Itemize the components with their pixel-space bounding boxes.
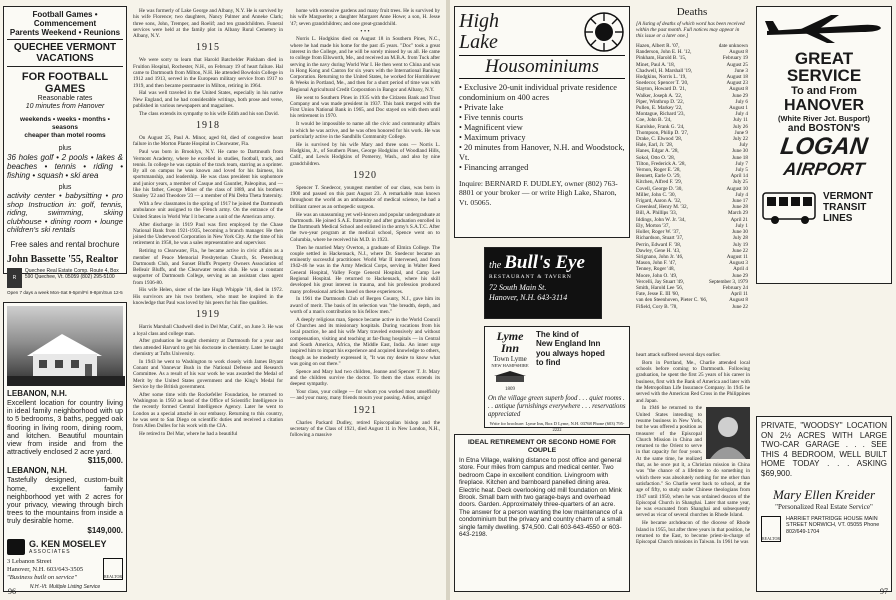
- death-entry-name: Piper, Winthrop D. '22,: [636, 98, 684, 105]
- transit-company-1: VERMONT: [823, 190, 873, 202]
- page-number-left: 96: [8, 587, 16, 596]
- death-entry-name: Minet, Paul A. '18,: [636, 61, 675, 68]
- death-entry-name: Dawley, Gene H. '43,: [636, 247, 681, 254]
- col1-paragraph: Hal was well traveled in the United States, especially in his native New England, and he had considerable writings, both prose and verse, published in various newspapers and magazines.: [133, 90, 283, 110]
- col1-paragraph: His wife Helen, sister of the late Hugh Whipple '18, died in 1972. His survivors are his two brothers, who must be inspired in the knowledge that Paul was loved by his peers for his fine qualities.: [133, 287, 283, 307]
- col1-paragraph: Harris Marshall Chadwell died in Del Mar, Calif., on June 3. He was a loyal class and college man.: [133, 324, 283, 337]
- year-heading-1918: 1918: [196, 120, 220, 132]
- death-entry-date: June 22: [732, 247, 748, 254]
- death-entry-name: Pinkham, Harold B. '15,: [636, 55, 687, 62]
- death-entry-name: Hazen, Albert R. '07,: [636, 43, 680, 49]
- year-heading-1915: 1915: [196, 42, 220, 54]
- death-entry-date: June 29: [732, 272, 748, 279]
- high-lake-feature: • Financing arranged: [459, 163, 529, 172]
- death-entry-name: Pullen, E. Markey '22,: [636, 105, 683, 112]
- dudley-paragraph: heart attack suffered several days earlier.: [636, 352, 721, 358]
- death-entry: [636, 304, 748, 310]
- high-lake-title-3: Housominiums: [459, 55, 625, 79]
- col2-paragraph: Norris L. Hodgkins died on August 18 in Southern Pines, N.C., where he had made his home for the past 45 years. "Doc" took a great interest in the College, and he will be sorely missed by us all. He came to college from Ellsworth, Me., and received an M.B.A. from Tuck after serving in the navy during World War I. He then went to China and was in Hong Kong and Canton for six years with the International Banking Corporation. Returning to the United States, he worked for Hornblower & Weeks in Portland, Me., and then for a short period of time was with Regional Agricultural Credit Corporation in Bangor and Albany, N.Y.: [290, 36, 440, 93]
- death-entry-date: June 30: [732, 148, 748, 155]
- lyme-inn-year: 1809: [505, 387, 515, 392]
- death-entry-date: June 9: [734, 129, 748, 136]
- deaths-section: [636, 6, 748, 344]
- col2-paragraph: He was an unassuming yet well-known and popular undergraduate at Dartmouth. He joined S.A.E. fraternity and after graduation enrolled in the Dartmouth Medical School and enlisted in the army's S.A.T.C. After the two-year program at the medical school, Spence went on to Columbia, where he received his M.D. in 1923.: [290, 211, 440, 243]
- death-entry-name: Bennett, Earle O. '29,: [636, 173, 681, 180]
- death-entry-name: Perrin, Edward F. '38,: [636, 241, 682, 248]
- col1-paragraph: After some time with the Rockefeller Foundation, he returned to Washington in 1950 as head of the Office of Scientific Intelligence in the recently formed Central Intelligence Agency. Later he went to London as a special attaché in our embassy. Returning to this country, he was sent to San Diego on scientific duties and received a citation from Allen Dulles for his work with the CIA.: [133, 391, 283, 430]
- moseley-sub: ASSOCIATES: [29, 548, 71, 555]
- inn-building-icon: [490, 370, 530, 382]
- death-entry-date: July 5: [735, 167, 748, 174]
- year-heading-1921: 1921: [353, 404, 377, 416]
- col1-paragraph: On August 25, Paul A. Minor, aged 84, died of congestive heart failure in the Morton Plante Hospital in Clearwater, Fla.: [133, 135, 283, 148]
- moseley-mls: N.H.-Vt. Multiple Listing Service: [29, 583, 101, 590]
- death-entry-name: Miller, John C. '30,: [636, 191, 676, 198]
- death-entry-date: June 30: [732, 229, 748, 236]
- death-entry-date: date unknown: [718, 43, 748, 49]
- transit-line-1: GREAT: [794, 49, 854, 68]
- col1-paragraph: We were sorry to learn that Harold Batchelder Pinkham died in Fruitlon Hospital, Rochester, N.H., on February 19 of heart failure. Hal came to Dartmouth from Milton, N.H. He attended Bowdoin College in 1912 and 1913, served in the European military service from 1917 to 1919, and then became postmaster in Milton, retiring in 1964.: [133, 57, 283, 89]
- bulls-eye-sub: RESTAURANT & TAVERN: [489, 274, 572, 280]
- death-entry-date: August 25: [726, 61, 748, 68]
- class-notes-column-1: [133, 8, 283, 590]
- ad-subtitle: FOR FOOTBALL GAMES: [21, 71, 109, 95]
- bulls-eye-ad: [484, 247, 602, 319]
- ad-company: John Bassette '55, Realtor: [7, 253, 119, 265]
- col1-paragraph: After discharge in 1919 Paul was first employed by the Chase National Bank from 1921-1935, becoming a branch manager. He then joined the Underwood Corporation in New York City. At the time of his retirement in 1958, he was a sales representative and supervisor.: [133, 221, 283, 247]
- death-entry-date: August 8: [729, 49, 748, 56]
- kreider-real-estate-ad: [756, 416, 892, 592]
- col2-paragraph: In 1961 the Dartmouth Club of Bergen County, N.J., gave him its award of merit. The basis of its selection was "the breadth, depth, and worth of a man's contribution to his fellow men.": [290, 296, 440, 315]
- death-entry-name: Chadwell, H. Marshall '19,: [636, 67, 692, 74]
- lyme-inn-town: Town Lyme: [493, 355, 527, 363]
- realtor-badge: REALTOR: [103, 558, 123, 580]
- death-entry-date: June 18: [732, 154, 748, 161]
- moseley-address-2: Hanover, N.H. 603/643-3505: [7, 565, 84, 573]
- col2-paragraph: Charles Packard Dudley, retired Episcopalian bishop and the secretary of the Class of 1921, died August 11 in New London, N.H., following a massive: [290, 419, 440, 439]
- moseley-logo-icon: [7, 539, 25, 555]
- death-entry-name: Montague, Richard '23,: [636, 111, 685, 118]
- retirement-home-ad: [454, 434, 630, 592]
- death-entry-date: August 3: [729, 260, 748, 267]
- col1-paragraph: With a few classmates in the spring of 1917 he joined the Dartmouth ambulance unit assigned to the French army. On the entrance of the United States in World War I it became a unit of the American army.: [133, 201, 283, 220]
- listing-body-2: Tastefully designed, custom-built home, excellent family neighborhood yet with 2 acres for your privacy, viewing through birch trees to the mountains from inside a truly desirable home.: [7, 475, 123, 526]
- death-entry-date: March 29: [727, 210, 748, 217]
- death-entry-date: June 17: [732, 198, 748, 205]
- vermont-transit-ad: [756, 6, 892, 284]
- ad-cheaper: cheaper than motel rooms: [24, 132, 106, 139]
- ad-top-line-2: Parents Weekend • Reunions: [9, 28, 121, 37]
- lyme-inn-headline-3: you always hoped: [536, 348, 605, 358]
- high-lake-title-2: Lake: [459, 31, 498, 53]
- moseley-address-1: 3 Lebanon Street: [7, 557, 52, 565]
- col1-paragraph: Retiring to Clearwater, Fla., he became active in civic affairs as a member of Peace Memorial Presbyterian Church, St. Petersburg Dartmouth Club, and Sunset Bluffs Property Owners Association of Belleair Bluffs, and the Clearwater tennis club. He was a constant supporter of Dartmouth College, serving as an assistant class agent from 1936-80.: [133, 248, 283, 286]
- death-entry-name: Slayton, Howard D. '21,: [636, 86, 687, 93]
- kreider-address: HARRIET PARTRIDGE HOUSE MAIN STREET NORWICH, VT. 05055 Phone 802/649-1704: [786, 515, 880, 536]
- col1-intro: He was formerly of Lake George and Albany, N.Y. He is survived by his wife Florence; two daughters, Nancy Palmer and Anneke Clark; three sons, John, Tremper, and Roelif; and ten grandchildren. Funeral services were held at the family plot in Albany Rural Cemetery in Albany, N.Y.: [133, 8, 283, 40]
- lyme-inn-headline-1: The kind of: [536, 330, 579, 339]
- bulls-eye-address-1: 72 South Main St.: [489, 283, 547, 292]
- kreider-realtor-badge: REALTOR: [761, 516, 781, 542]
- portrait-silhouette: [706, 407, 750, 459]
- death-entry-date: July 1: [735, 222, 748, 229]
- airplane-icon: [761, 11, 887, 45]
- death-entry-date: August 18: [726, 74, 748, 81]
- death-entry-date: July 6: [735, 98, 748, 105]
- death-entry-name: Tilton, Frederick A. '28,: [636, 160, 686, 167]
- listing-price-1: $115,000.: [87, 456, 123, 466]
- lyme-inn-ad: [484, 326, 630, 432]
- bulls-eye-name: Bull's Eye: [504, 252, 585, 273]
- death-entry-date: April 21: [730, 216, 748, 223]
- death-entry-name: Drake, C. Elwood '28,: [636, 136, 683, 143]
- transit-company-2: TRANSIT: [823, 201, 867, 213]
- col2-paragraph: home with extensive gardens and many fruit trees. He is survived by his wife Marguerite; a daughter Margaret Anne Howe; a son, H. Jesse '47; seven grandchildren; and one great-grandchild.: [290, 8, 440, 27]
- bulls-eye-address-2: Hanover, N.H. 643-3114: [489, 293, 568, 302]
- death-entry-name: Smith, Harold Lee '56,: [636, 284, 684, 291]
- ad-hours: Open 7 days a week Mon-Sat 9-5pm/Fri 9-8pm/Sun 12-5: [7, 289, 123, 295]
- death-entry-date: April 11: [730, 291, 748, 298]
- high-lake-feature: • Magnificent view: [459, 123, 523, 132]
- death-entry-name: Snedecor, Spencer T. '20,: [636, 80, 689, 87]
- death-entry-date: April 14: [730, 173, 748, 180]
- kreider-tagline: "Personalized Real Estate Service": [775, 502, 873, 511]
- ad-plus-1: plus: [58, 145, 72, 152]
- death-entry-name: Sirignano, John Jr. '46,: [636, 253, 684, 260]
- death-entry-date: July 11: [733, 117, 748, 124]
- kreider-name: Mary Ellen Kreider: [772, 486, 876, 502]
- lyme-inn-name-2: Inn: [500, 341, 520, 355]
- death-entry-date: July 26: [732, 123, 748, 130]
- transit-company-3: LINES: [823, 212, 853, 224]
- death-entry-name: Holler, Roger W. '37,: [636, 229, 680, 236]
- listing-heading-2: LEBANON, N.H.: [7, 466, 67, 476]
- col2-paragraph: It would be impossible to name all the civic and community affairs in which he was active, and he was often honored for his work. He was particularly active in the Sandhills Community College.: [290, 121, 440, 140]
- ad-amenities-1: 36 holes golf • 2 pools • lakes & beaches • tennis • riding • fishing • squash • ski area: [7, 153, 123, 180]
- page-number-right: 97: [880, 587, 888, 596]
- death-entry-date: July 4: [735, 191, 748, 198]
- listing-price-2: $149,000.: [87, 525, 123, 535]
- death-entry-name: Hanes, Edgar A. '28,: [636, 148, 679, 155]
- death-entry-name: Greenleaf, Henry M. '32,: [636, 204, 688, 211]
- deaths-title: Deaths: [676, 6, 708, 18]
- year-heading-1919: 1919: [196, 309, 220, 321]
- transit-line-4: HANOVER: [783, 97, 864, 114]
- death-entry-date: July 28: [732, 235, 748, 242]
- ad-plus-2: plus: [58, 184, 72, 191]
- high-lake-feature-list: [459, 83, 625, 173]
- col2-paragraph: Your class, your college — for whom you worked most unselfishly — and your many, many friends mourn your passing. Adios, amigo!: [290, 389, 440, 402]
- transit-line-2: SERVICE: [786, 66, 862, 85]
- high-lake-feature: • Maximum privacy: [459, 133, 526, 142]
- right-page: [450, 0, 896, 600]
- high-lake-feature: • Private lake: [459, 103, 504, 112]
- ad-top-line-1: Football Games • Commencement: [32, 10, 98, 28]
- dudley-obituary-continued: [636, 352, 750, 592]
- high-lake-feature: • Five tennis courts: [459, 113, 523, 122]
- death-entry-date: August 11: [726, 253, 748, 260]
- ad-offer: Free sales and rental brochure: [10, 239, 120, 249]
- left-page: [0, 0, 446, 600]
- death-entry-name: Sokol, Otto O. '28,: [636, 154, 675, 161]
- death-entry-name: Bill, A. Phillips '33,: [636, 210, 678, 217]
- ad-address: Quechee Real Estate Comp. Route 4, Box 590 Quechee, Vt. 05059 (802) 295-5100: [24, 267, 119, 280]
- death-entry-date: August 10: [726, 185, 748, 192]
- death-entry-date: February 19: [722, 55, 748, 62]
- transit-line-6: and BOSTON'S: [787, 123, 861, 134]
- lyme-inn-name-1: Lyme: [496, 329, 524, 343]
- realtor-logo: R: [7, 268, 22, 288]
- listing-body-1: Excellent location for country living in ideal family neighborhood with up to 5 bedrooms, 3 baths, pegged oak flooring in living room, dining room, and kitchen. Beautiful mountain view from inside and from the attractively enclosed 2 acre yard.: [7, 398, 123, 457]
- death-entry-name: Iddings, John W. Jr. '34,: [636, 216, 686, 223]
- lyme-inn-state: NEW HAMPSHIRE: [491, 363, 529, 368]
- death-entry-date: June 22: [732, 303, 748, 310]
- death-entry-date: June 3: [734, 67, 748, 74]
- death-entry-date: July 4: [735, 111, 748, 118]
- quechee-vacations-ad: [3, 6, 127, 295]
- lebanon-listing-ad: [3, 302, 127, 592]
- death-entry-date: July 25: [732, 179, 748, 186]
- house-photo: [7, 306, 123, 386]
- death-entry-date: April 4: [733, 266, 748, 273]
- high-lake-title-1: High: [459, 10, 499, 32]
- col2-paragraph: He went to Southern Pines in 1935 with the Citizens Bank and Trust Company and was made president in 1937. This bank merged with the First Union National Bank in 1965, and Doc stayed on with them until his retirement in 1970.: [290, 94, 440, 120]
- high-lake-inquire: Inquire: BERNARD F. DUDLEY, owner (802) 763-8801 or your broker — or write High Lake, Sharon, Vt. 05065.: [459, 179, 618, 207]
- transit-line-5: (White River Jct. Busport): [777, 114, 871, 123]
- death-entry-name: Frigard, Aaron A. '32,: [636, 198, 682, 205]
- death-entry-date: July 22: [732, 136, 748, 143]
- high-lake-feature: • 20 minutes from Hanover, N.H. and Woodstock, Vt.: [459, 143, 625, 162]
- col2-paragraph: A deeply religious man, Spence became active in the World Council of Churches and its missionary hospitals. During vacations from his local practice, he and his wife Mary traveled extensively and without compensation, visiting and teaching at far-flung hospitals — in Central and South America, Africa, the Middle East, India. An inner urge inspired him to impart his experience and acquired knowledge to others, though as he modestly expressed it, "It was my desire to know what was going on out there.": [290, 316, 440, 367]
- death-entry-name: Randerson, John E. H. '12,: [636, 49, 692, 56]
- death-entry-name: Walker, Joseph A. '22,: [636, 92, 683, 99]
- lyme-inn-write: Write for brochure: Lyme Inn, Box D Lyme, N.H. 03768 Phone (603) 795-2222: [489, 421, 625, 432]
- class-notes-column-2: [290, 8, 440, 590]
- death-entry-date: August 8: [729, 86, 748, 93]
- death-entry-date: June 28: [732, 204, 748, 211]
- death-entry-date: July: [739, 142, 748, 149]
- death-entry-name: Coe, John B. '24,: [636, 117, 672, 124]
- death-entry-name: Ely, Morton '37,: [636, 222, 670, 229]
- lyme-inn-headline-2: New England Inn: [536, 339, 601, 349]
- retirement-headline: IDEAL RETIREMENT OR SECOND HOME FOR COUPLE: [468, 439, 616, 454]
- death-entry-name: Mason, John F. '47,: [636, 260, 677, 267]
- death-entry-date: September 3, 1979: [708, 278, 748, 285]
- death-entry-name: Richardson, Stuart '37,: [636, 235, 684, 242]
- bulls-eye-the: the: [489, 260, 502, 271]
- ad-distance: 10 minutes from Hanover: [25, 103, 105, 110]
- bus-icon: [761, 187, 819, 227]
- death-entry-name: Thompson, Philip D. '27,: [636, 129, 689, 136]
- death-entry-date: July 19: [732, 241, 748, 248]
- death-entry-name: Moore, John O. '49,: [636, 272, 678, 279]
- death-entry-name: Karolske, Frank G. '24,: [636, 123, 685, 130]
- death-entry-date: February 24: [722, 284, 748, 291]
- col2-paragraph: Then he married Mary Overton, a graduate of Elmira College. The couple settled in Hackensack, N.J., where Dr. Snedecor became an eminently successful practitioner. World War II intervened, and from 1942-46 he was in the Army Medical Corps, serving in Walter Reed General Hospital, Valley Forge General Hospital, and Camp Lee Regional Hospital. He returned to Hackensack, where his skill developed his great interest in trauma, and his profession produced many professional articles based on these experiences.: [290, 244, 440, 295]
- death-entry-name: van den Steenhoven, Pieter C. '66,: [636, 297, 708, 304]
- section-divider: • • •: [360, 29, 370, 36]
- year-heading-1920: 1920: [353, 169, 377, 181]
- dudley-portrait-photo: [706, 407, 750, 459]
- death-entry-name: Covell, George D. '30,: [636, 185, 683, 192]
- death-entry-name: Hale, Earl, Jr. '28,: [636, 142, 674, 149]
- high-lake-emblem-icon: [583, 11, 625, 53]
- death-entry-date: June 29: [732, 92, 748, 99]
- deaths-note: [A listing of deaths of which word has been received within the past month. Full notices may appear in this issue or a later one.]: [636, 21, 745, 39]
- ad-rentals: weekends • weeks • months • seasons: [20, 116, 110, 131]
- col2-paragraph: He is survived by his wife Mary and three sons — Norris L. Hodgkins, Jr., of Southern Pines, George Hodgkins of Woodland Hills, Calif., and Lewis Hodgkins of Pomeroy, Wash., and also by nine grandchildren.: [290, 141, 440, 167]
- death-entry-name: Hodgkins, Norris L. '19,: [636, 74, 687, 81]
- moseley-name: G. KEN MOSELEY: [29, 538, 107, 549]
- woodsy-body: PRIVATE, "WOODSY" LOCATION ON 2½ ACRES WITH LARGE TWO-CAR GARAGE . . . SEE THIS 4 BEDROOM, WELL BUILT HOME TODAY . . . ASKING $69,900.: [761, 421, 887, 478]
- retirement-body: In Etna Village, walking distance to post office and general store. Four miles from campus and medical center. Two bedroom Cape in excellent condition. Livingroom with fireplace. Kitchen and barnboard panelled dining area. Electric heat. Deck overlooking old mill foundation on Mink Brook. Small barn with two garage-bays and overhead doors. Garden. Approximately three-quarters of an acre. The answer for a person wanting the low maintenance of a condominium but the privacy and country charm of a small single family dwelling. $74,500. Call 603-643-4550 or 603-643-2198.: [459, 457, 623, 539]
- death-entry-date: August 23: [726, 80, 748, 87]
- death-entry-name: Vercelli, Jay Stuart '49,: [636, 278, 685, 285]
- moseley-slogan: "Business built on service": [7, 573, 77, 581]
- house-illustration: [7, 306, 125, 386]
- death-entry-name: Fifield, Cory B. '78,: [636, 303, 678, 310]
- col1-paragraph: After graduation he taught chemistry at Dartmouth for a year and then attended Harvard to get his doctorate in chemistry. Later he taught chemistry at Tufts University.: [133, 338, 283, 358]
- high-lake-ad: [454, 6, 630, 238]
- col2-paragraph: Spence and Mary had two children, Jeanne and Spencer T. Jr. Mary and the children survive the doctor. To them the class extends its deepest sympathy.: [290, 368, 440, 388]
- col1-paragraph: Paul was born in Brooklyn, N.Y. He came to Dartmouth from Vermont Academy, where he excelled in studies, football, track, and tennis. In college he was captain of the track team, starring as a sprinter. By all on campus he was known and loved for his fairness, his sportsmanship, and leadership. He was class president his sophomore and junior years, a member of Casque and Gauntlet, Paleopitus, and — like his father, George Miner of the class of 1889, and his brothers Stanley '22 and Theodore '23 — a member of Phi Delta Theta fraternity.: [133, 149, 283, 200]
- col1-paragraph: In 1943 he went to Washington to work closely with James Bryant Conant and Vannevar Bush in the National Defense and Research Committee. As a result of his war work he was awarded the Medal of Merit by the United States government and the King's Medal for Service by the British government.: [133, 358, 283, 391]
- col2-paragraph: Spencer T. Snedecor, youngest member of our class, was born in 1900 and passed on this past August 23. A remarkable man known throughout the world as an ambassador of medical science, he had a brilliant career as an orthopedic surgeon.: [290, 184, 440, 210]
- death-entry-date: July 7: [735, 160, 748, 167]
- ad-title: QUECHEE VERMONT VACATIONS: [13, 42, 117, 64]
- listing-heading-1: LEBANON, N.H.: [7, 389, 67, 398]
- dudley-paragraph: Born in Portland, Me., Charlie attended local schools before coming to Dartmouth. Following graduation, he spent the first 25 years of his career in business, first with the Bank of America and later with the Metropolitan Life Insurance Company. In 1945 he served with the American Red Cross in the Philippines and Japan.: [636, 359, 750, 404]
- transit-line-7: LOGAN: [778, 133, 870, 160]
- col1-paragraph: He retired to Del Mar, where he had a beautiful: [139, 431, 238, 438]
- deaths-list: [636, 43, 748, 310]
- death-entry-date: August 1: [729, 105, 748, 112]
- lyme-inn-body: On the village green superb food . . . quiet rooms . . . antique furnishings everywhere . . . reservations appreciated: [488, 395, 626, 418]
- high-lake-feature: • Exclusive 20-unit individual private residence condominium on 400 acres: [459, 83, 617, 102]
- death-entry-name: Fate, Jesse E. III '60,: [636, 291, 680, 298]
- death-entry-name: Vernon, Roger E. '28,: [636, 167, 681, 174]
- transit-line-3: To and From: [791, 85, 857, 97]
- death-entry-name: Tenney, Roger '48,: [636, 266, 675, 273]
- transit-line-8: AIRPORT: [782, 159, 866, 179]
- ad-amenities-2: activity center • babysitting • pro shop Instruction in: golf, tennis, riding, swimming, skiing clubhouse • dining room • lounge children's ski rentals: [7, 191, 123, 235]
- ad-tagline: Reasonable rates: [37, 95, 93, 102]
- death-entry-name: Kitchen, Alfred F. '29,: [636, 179, 683, 186]
- dudley-paragraph: He became archdeacon of the diocese of Rhode Island in 1955, but after three years in that position, he returned to the East, to become priest-in-charge of Episcopal Church missions in Taiwan. In 1961 he was: [636, 520, 750, 546]
- lyme-inn-headline-4: to find: [536, 358, 561, 368]
- dudley-paragraph: In 1946 he returned to the United States intending to resume business in New York, but he was offered a position as treasurer of the Episcopal Church Mission in China and returned to the Orient to serve in that capacity for four years. At the same time, he realized that, as he once put it, a Christian mission in China was "the chance of a lifetime to do something in which there was absolutely nothing for me other than satisfaction." So Charlie went back to school, at the age of fifty, to study under Chinese theologians from 1947 until 1950, when he was ordained deacon of the Episcopal Church in Shanghai. Later that same year, he was evacuated from Shanghai and subsequently served as vicar of several churches in Rhode Island.: [636, 405, 750, 519]
- death-entry-date: August 8: [729, 297, 748, 304]
- col1-paragraph: The class extends its sympathy to his wife Edith and his son David.: [139, 110, 279, 117]
